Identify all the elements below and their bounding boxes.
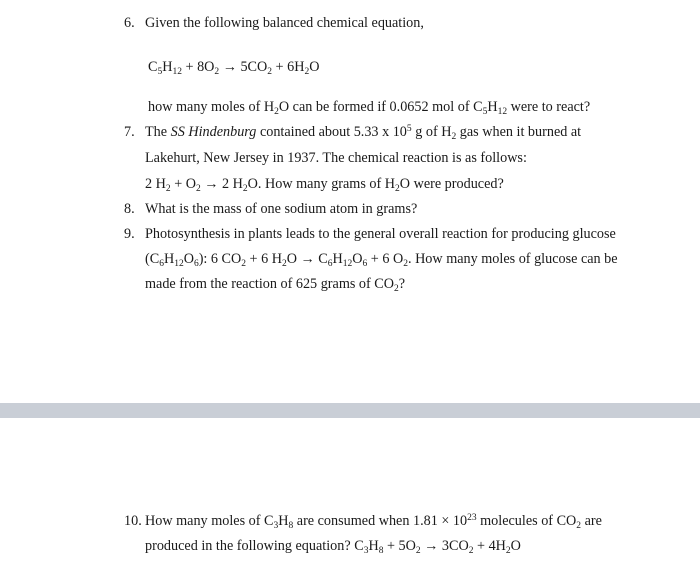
- q7-line-3: 2 $H_2 + O_2 \to 2$ $H_2O$. How many grams of $H_2O$ were produced?: [145, 176, 504, 194]
- q10-number: 10.: [124, 513, 142, 529]
- q8-number: 8.: [124, 201, 135, 217]
- q6-question: how many moles of $H_2O$ can be formed if 0.0652 mol of $C_5H_{12}$ were to react?: [148, 99, 591, 117]
- q7-line-2: Lakehurt, New Jersey in 1937. The chemical reaction is as follows:: [145, 150, 527, 166]
- q6-intro: Given the following balanced chemical equation,: [145, 15, 424, 31]
- q10-line-2: produced in the following equation? $C_3H_8 + 5O_2 \to 3CO_2 + 4H_2O$: [145, 538, 521, 556]
- q7-line-1: The SS Hindenburg contained about 5.33 x $10^5$ g of $H_2$ gas when it burned at: [145, 124, 582, 142]
- section-divider: [0, 403, 700, 418]
- q10-line-1: How many moles of $C_3H_8$ are consumed when $1.81 \times 10^{23}$ molecules of $CO_2$ are: [145, 513, 602, 531]
- q7-number: 7.: [124, 124, 135, 140]
- q8-text: What is the mass of one sodium atom in grams?: [145, 201, 418, 217]
- q9-line-2: $(C_6H_{12}O_6)$: 6 $CO_2 + 6$ $H_2O \to C_6H_{12}O_6 + 6$ $O_2$. How many moles of glucose can be: [145, 251, 618, 269]
- q9-number: 9.: [124, 226, 135, 242]
- q9-line-1: Photosynthesis in plants leads to the general overall reaction for producing glucose: [145, 226, 616, 242]
- q6-number: 6.: [124, 15, 135, 31]
- q6-equation: $C_5H_{12} + 8O_2 \to 5CO_2 + 6H_2O$: [148, 59, 320, 77]
- q9-line-3: made from the reaction of 625 grams of $CO_2$?: [145, 276, 406, 294]
